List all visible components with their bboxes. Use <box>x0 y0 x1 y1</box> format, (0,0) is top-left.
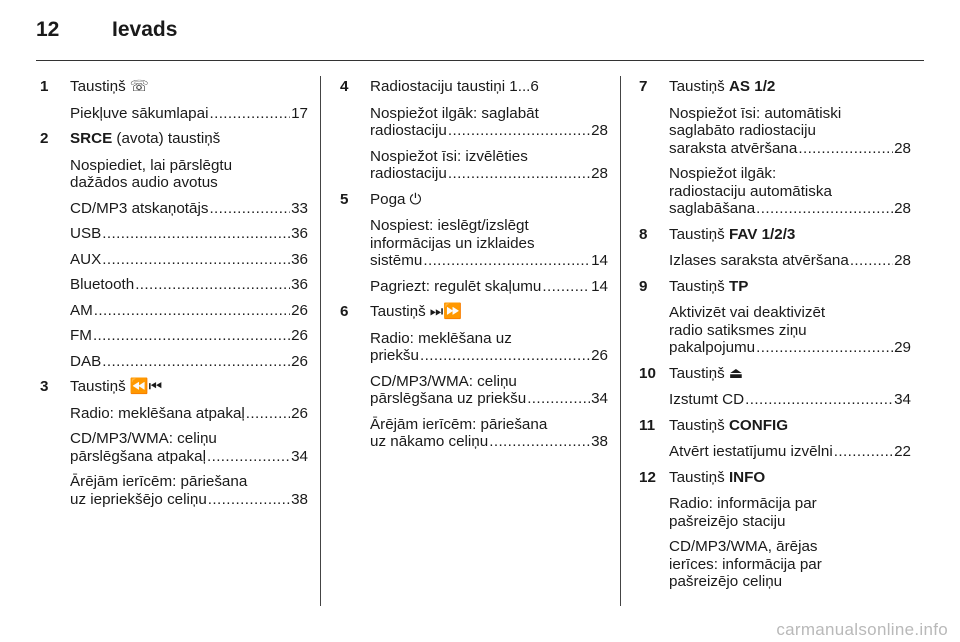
entry-title: Taustiņš INFO <box>669 468 766 486</box>
index-block: Ārējām ierīcēm: pāriešana uz iepriekšējo celiņu ..... 38 <box>70 473 308 508</box>
eject-icon: ⏏ <box>728 364 744 382</box>
entry-12 <box>639 469 911 591</box>
index-line: DAB ..... 26 <box>70 353 308 371</box>
index-block: Nospiežot ilgāk: radiostaciju automātiska saglabāšana ..... 28 <box>669 165 911 218</box>
index-block: Radio: meklēšana uz priekšu ..... 26 <box>370 330 608 365</box>
entry-title: SRCE (avota) taustiņš <box>70 130 221 147</box>
description: CD/MP3/WMA, ārējas ierīces: informācija par pašreizējo celiņu <box>669 538 822 590</box>
entry-2 <box>40 130 308 370</box>
index-block: Nospiest: ieslēgt/izslēgt informācijas un izklaides sistēmu ..... 14 <box>370 217 608 270</box>
index-block: Nospiežot īsi: automātiski saglabāto radiostaciju saraksta atvēršana ..... 28 <box>669 105 911 158</box>
column-2 <box>340 78 608 459</box>
index-line: AUX ..... 36 <box>70 251 308 269</box>
entry-number: 7 <box>639 78 648 95</box>
column-divider <box>320 76 321 606</box>
phone-icon: ☏ <box>129 78 149 95</box>
entry-title: Taustiņš ⏪⏮ <box>70 378 163 395</box>
entry-9 <box>639 278 911 357</box>
index-line: FM ..... 26 <box>70 327 308 345</box>
index-line: USB ..... 36 <box>70 225 308 243</box>
chapter-title: Ievads <box>112 18 178 41</box>
index-block: CD/MP3/WMA: celiņu pārslēgšana atpakaļ ..... 34 <box>70 430 308 465</box>
index-line: Izstumt CD ..... 34 <box>669 391 911 409</box>
watermark: carmanualsonline.info <box>776 620 948 639</box>
description: Radio: informācija par pašreizējo staciju <box>669 495 817 530</box>
entry-title: Taustiņš TP <box>669 277 749 295</box>
page-ref: 17 <box>291 104 308 122</box>
entry-number: 4 <box>340 78 349 95</box>
index-line: Bluetooth ..... 36 <box>70 276 308 294</box>
entry-3 <box>40 378 308 508</box>
entry-number: 1 <box>40 78 49 95</box>
entry-7 <box>639 78 911 218</box>
description: Nospiediet, lai pārslēgtu dažādos audio avotus <box>70 156 233 191</box>
index-block: Nospiežot ilgāk: saglabāt radiostaciju ..... 28 <box>370 105 608 140</box>
entry-10 <box>639 365 911 409</box>
entry-8 <box>639 226 911 270</box>
entry-number: 11 <box>639 416 656 434</box>
header-rule <box>36 60 924 61</box>
page-number: 12 <box>36 18 60 41</box>
entry-title: Taustiņš ☏ <box>70 78 149 95</box>
seek-back-icon: ⏪⏮ <box>129 378 163 395</box>
entry-number: 6 <box>340 303 349 320</box>
entry-number: 2 <box>40 130 49 147</box>
column-3 <box>639 78 911 599</box>
entry-number: 3 <box>40 378 49 395</box>
entry-title: Taustiņš FAV 1/2/3 <box>669 225 796 243</box>
index-block: Nospiežot īsi: izvēlēties radiostaciju ..... 28 <box>370 148 608 183</box>
index-line: AM ..... 26 <box>70 302 308 320</box>
entry-title: Taustiņš AS 1/2 <box>669 78 776 95</box>
entry-4 <box>340 78 608 183</box>
index-block: Ārējām ierīcēm: pāriešana uz nākamo celiņu ..... 38 <box>370 416 608 451</box>
index-line: CD/MP3 atskaņotājs ..... 33 <box>70 200 308 218</box>
entry-6 <box>340 303 608 451</box>
entry-number: 9 <box>639 277 648 295</box>
column-1 <box>40 78 308 516</box>
index-line: Atvērt iestatījumu izvēlni ..... 22 <box>669 443 911 461</box>
index-line: Radio: meklēšana atpakaļ ..... 26 <box>70 405 308 423</box>
page-header <box>36 18 924 48</box>
entry-number: 12 <box>639 468 656 486</box>
entry-number: 8 <box>639 225 648 243</box>
index-line: Izlases saraksta atvēršana ..... 28 <box>669 252 911 270</box>
entry-title: Taustiņš ⏭⏩ <box>370 303 463 320</box>
column-divider <box>620 76 621 606</box>
index-line: Piekļuve sākumlapai ..... 17 <box>70 105 308 123</box>
index-block: Aktivizēt vai deaktivizēt radio satiksmes ziņu pakalpojumu ..... 29 <box>669 304 911 357</box>
entry-title: Poga ⏻ <box>370 190 422 208</box>
entry-title: Taustiņš CONFIG <box>669 416 789 434</box>
entry-number: 10 <box>639 364 656 382</box>
entry-title: Radiostaciju taustiņi 1...6 <box>370 78 539 95</box>
entry-1 <box>40 78 308 122</box>
index-block: CD/MP3/WMA: celiņu pārslēgšana uz priekšu ..... 34 <box>370 373 608 408</box>
power-icon: ⏻ <box>409 190 422 208</box>
entry-5 <box>340 191 608 296</box>
entry-title: Taustiņš ⏏ <box>669 364 744 382</box>
seek-forward-icon: ⏭⏩ <box>429 303 463 320</box>
entry-11 <box>639 417 911 461</box>
entry-number: 5 <box>340 190 349 208</box>
index-line: Pagriezt: regulēt skaļumu ..... 14 <box>370 278 608 296</box>
